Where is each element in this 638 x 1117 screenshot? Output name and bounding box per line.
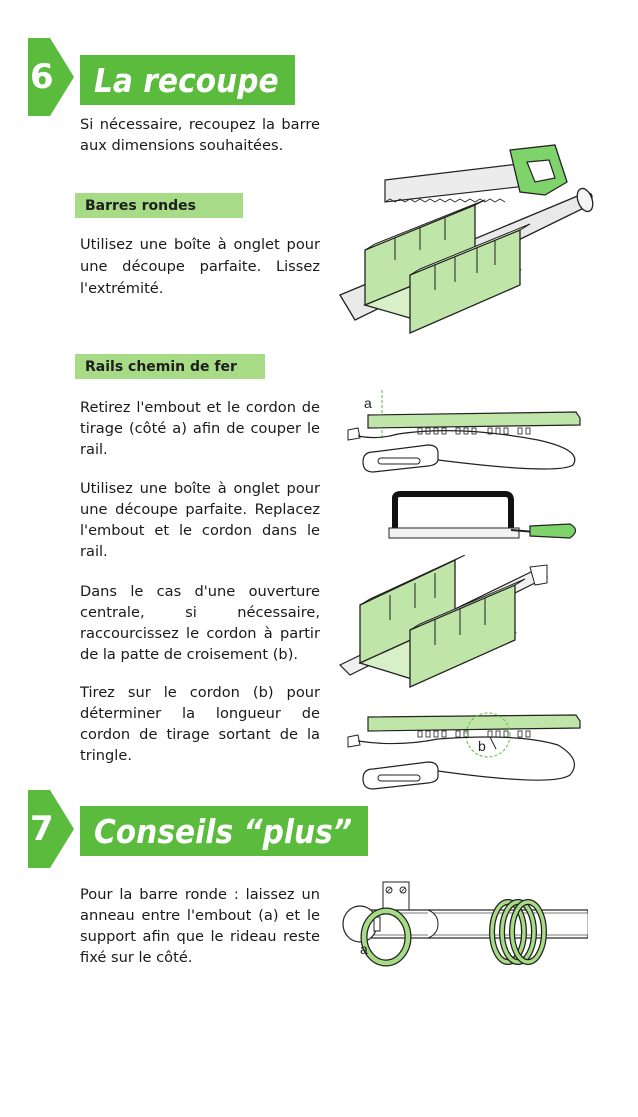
section-6-intro: Si nécessaire, recoupez la barre aux dimensions souhaitées. xyxy=(80,116,320,154)
step-7-number: 7 xyxy=(30,809,54,849)
rail-mitre-box-illustration xyxy=(335,555,565,695)
label-b: b xyxy=(478,738,486,754)
rails-paragraph-3: Dans le cas d'une ouverture centrale, si nécessaire, raccourcissez le cordon à partir de la patte de croisement (b). xyxy=(80,583,320,663)
label-a: a xyxy=(364,395,372,411)
rails-paragraph-4: Tirez sur le cordon (b) pour déterminer la longueur de cordon de tirage sortant de la tringle. xyxy=(80,684,320,764)
round-bar-rings-illustration xyxy=(338,880,588,980)
section-6-title: La recoupe xyxy=(80,55,295,105)
round-bars-heading: Barres rondes xyxy=(75,193,243,218)
rails-heading: Rails chemin de fer xyxy=(75,354,265,379)
step-6-number: 6 xyxy=(30,57,54,97)
round-bars-text: Utilisez une boîte à onglet pour une découpe parfaite. Lissez l'extrémité. xyxy=(80,236,320,297)
label-a-rings: a xyxy=(360,941,368,957)
rails-paragraph-2: Utilisez une boîte à onglet pour une découpe parfaite. Replacez l'embout et le cordon dans le rail. xyxy=(80,480,320,560)
rail-cord-illustration-b xyxy=(338,705,588,800)
hacksaw-illustration xyxy=(385,490,585,550)
rails-paragraph-1: Retirez l'embout et le cordon de tirage (côté a) afin de couper le rail. xyxy=(80,399,320,458)
saw-mitre-box-illustration xyxy=(335,140,605,340)
section-7-title: Conseils “plus” xyxy=(80,806,368,856)
rail-cord-illustration-a xyxy=(338,390,588,480)
section-7-text: Pour la barre ronde : laissez un anneau entre l'embout (a) et le support afin que le rideau reste fixé sur le côté. xyxy=(80,886,320,966)
